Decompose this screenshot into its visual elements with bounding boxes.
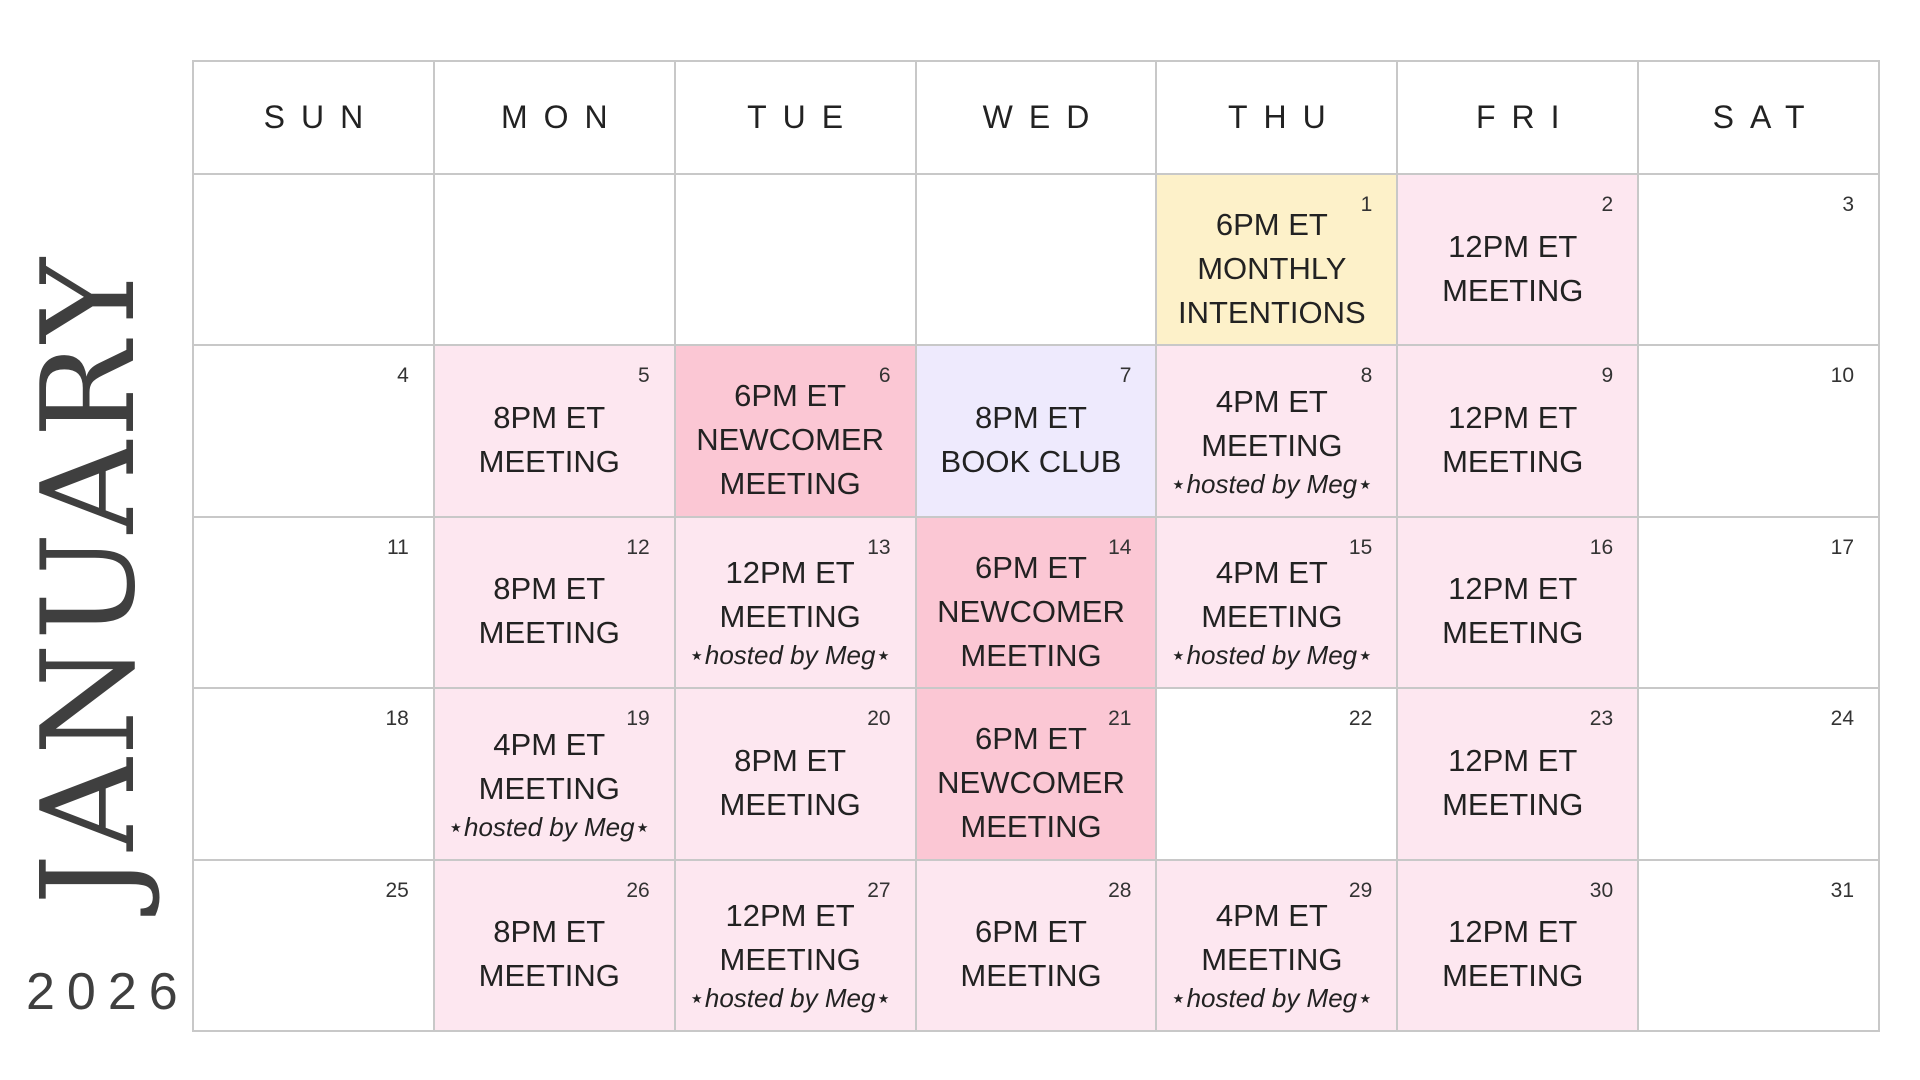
day-cell[interactable] bbox=[917, 689, 1158, 860]
day-number: 24 bbox=[1830, 707, 1854, 731]
year-label: 2026 bbox=[26, 963, 190, 1021]
event-time: 12PM ET bbox=[1448, 742, 1578, 778]
day-number: 27 bbox=[867, 878, 891, 902]
event[interactable] bbox=[1398, 203, 1627, 334]
event-title: MEETING bbox=[1442, 272, 1584, 308]
day-number: 12 bbox=[626, 535, 650, 559]
weekday-header: TUE bbox=[676, 62, 917, 175]
event[interactable] bbox=[1398, 374, 1627, 505]
day-number: 17 bbox=[1830, 535, 1854, 559]
event-title: MEETING bbox=[478, 615, 620, 651]
day-number: 31 bbox=[1830, 878, 1854, 902]
event-time: 4PM ET bbox=[1215, 384, 1328, 420]
event-time: 6PM ET bbox=[975, 720, 1087, 756]
day-cell[interactable] bbox=[1398, 175, 1639, 346]
month-label: JANUARY bbox=[15, 254, 164, 906]
event-title: MEETING bbox=[719, 466, 861, 502]
event[interactable] bbox=[1157, 546, 1386, 677]
event[interactable] bbox=[917, 717, 1146, 848]
day-cell[interactable] bbox=[435, 861, 676, 1032]
day-cell[interactable] bbox=[1157, 175, 1398, 346]
event-time: 8PM ET bbox=[493, 571, 606, 607]
event[interactable] bbox=[1398, 546, 1627, 677]
day-cell[interactable] bbox=[1639, 861, 1880, 1032]
event[interactable] bbox=[917, 374, 1146, 505]
event-title: MEETING bbox=[1442, 786, 1584, 822]
day-number: 21 bbox=[1108, 707, 1132, 731]
day-number: 3 bbox=[1842, 193, 1854, 216]
event-title: MEETING bbox=[478, 958, 620, 994]
day-cell[interactable] bbox=[1157, 346, 1398, 517]
event-title: MEETING bbox=[719, 786, 861, 822]
event-title: INTENTIONS bbox=[1177, 294, 1366, 330]
day-cell[interactable] bbox=[1398, 518, 1639, 689]
day-number: 16 bbox=[1589, 535, 1614, 559]
day-cell[interactable] bbox=[435, 346, 676, 517]
day-number: 26 bbox=[626, 878, 650, 902]
event-title: NEWCOMER bbox=[696, 422, 884, 458]
event[interactable] bbox=[676, 717, 905, 848]
day-cell[interactable] bbox=[917, 861, 1158, 1032]
day-cell[interactable] bbox=[676, 689, 917, 860]
event-title: MEETING bbox=[1201, 428, 1343, 464]
event-time: 6PM ET bbox=[1215, 206, 1328, 242]
day-number: 28 bbox=[1108, 878, 1132, 902]
event[interactable] bbox=[917, 889, 1146, 1020]
day-number: 7 bbox=[1119, 364, 1132, 388]
day-number: 13 bbox=[867, 535, 891, 559]
event-title: MONTHLY bbox=[1197, 250, 1347, 286]
day-cell[interactable] bbox=[676, 861, 917, 1032]
day-number: 29 bbox=[1348, 878, 1373, 902]
day-cell[interactable] bbox=[676, 518, 917, 689]
day-cell[interactable] bbox=[676, 346, 917, 517]
day-cell[interactable] bbox=[1157, 518, 1398, 689]
event-time: 12PM ET bbox=[1448, 914, 1578, 950]
event[interactable] bbox=[917, 546, 1146, 677]
event-title: NEWCOMER bbox=[937, 764, 1125, 800]
day-number: 19 bbox=[626, 707, 650, 731]
calendar-grid bbox=[192, 60, 1880, 1032]
event[interactable] bbox=[435, 374, 664, 505]
event-time: 6PM ET bbox=[975, 914, 1087, 950]
weekday-header: THU bbox=[1157, 62, 1398, 175]
event-host-note: ⋆hosted by Meg⋆ bbox=[688, 640, 892, 671]
month-title bbox=[15, 240, 164, 920]
event[interactable] bbox=[1157, 374, 1386, 505]
event-title: MEETING bbox=[719, 942, 861, 978]
event-time: 8PM ET bbox=[493, 400, 606, 436]
day-number: 4 bbox=[397, 364, 409, 388]
day-cell[interactable] bbox=[1639, 518, 1880, 689]
day-number: 30 bbox=[1589, 878, 1614, 902]
day-cell[interactable] bbox=[1157, 861, 1398, 1032]
day-cell[interactable] bbox=[194, 861, 435, 1032]
event-time: 4PM ET bbox=[493, 726, 606, 762]
event-host-note: ⋆hosted by Meg⋆ bbox=[447, 811, 651, 842]
day-number: 20 bbox=[867, 707, 891, 731]
day-number: 9 bbox=[1601, 364, 1614, 388]
day-number: 22 bbox=[1348, 707, 1373, 731]
day-number: 25 bbox=[385, 878, 409, 902]
weekday-header: SUN bbox=[194, 62, 435, 175]
day-cell[interactable] bbox=[1398, 346, 1639, 517]
event-host-note: ⋆hosted by Meg⋆ bbox=[1170, 469, 1374, 500]
day-cell[interactable] bbox=[1639, 175, 1880, 346]
event-time: 8PM ET bbox=[975, 400, 1087, 436]
event-time: 12PM ET bbox=[1448, 228, 1578, 264]
day-number: 23 bbox=[1589, 707, 1614, 731]
day-cell[interactable] bbox=[1639, 346, 1880, 517]
day-cell[interactable] bbox=[194, 346, 435, 517]
event[interactable] bbox=[676, 546, 905, 677]
event-time: 12PM ET bbox=[725, 898, 855, 934]
event-title: MEETING bbox=[478, 444, 620, 480]
day-cell[interactable] bbox=[917, 518, 1158, 689]
weekday-header: WED bbox=[917, 62, 1158, 175]
weekday-header: FRI bbox=[1398, 62, 1639, 175]
day-number: 10 bbox=[1830, 364, 1854, 388]
event-time: 6PM ET bbox=[975, 549, 1087, 585]
day-cell[interactable] bbox=[435, 689, 676, 860]
day-cell[interactable] bbox=[1398, 689, 1639, 860]
day-number: 18 bbox=[385, 707, 409, 731]
weekday-header: SAT bbox=[1639, 62, 1880, 175]
event-title: MEETING bbox=[1201, 599, 1343, 635]
event-title: BOOK CLUB bbox=[940, 444, 1122, 480]
event[interactable] bbox=[435, 546, 664, 677]
day-number: 11 bbox=[387, 535, 409, 559]
event-time: 6PM ET bbox=[734, 378, 847, 414]
event-title: MEETING bbox=[1442, 444, 1584, 480]
day-number: 14 bbox=[1108, 535, 1132, 559]
empty-day-cell bbox=[917, 175, 1158, 346]
day-cell[interactable] bbox=[1157, 689, 1398, 860]
event[interactable] bbox=[435, 889, 664, 1020]
event-host-note: ⋆hosted by Meg⋆ bbox=[688, 983, 892, 1014]
day-number: 8 bbox=[1360, 364, 1373, 388]
event-time: 4PM ET bbox=[1215, 898, 1328, 934]
day-number: 2 bbox=[1601, 193, 1614, 216]
day-number: 15 bbox=[1348, 535, 1373, 559]
day-number: 1 bbox=[1360, 193, 1373, 216]
event[interactable] bbox=[1157, 203, 1386, 334]
event-title: MEETING bbox=[1201, 942, 1343, 978]
event-time: 4PM ET bbox=[1215, 555, 1328, 591]
day-cell[interactable] bbox=[917, 346, 1158, 517]
weekday-header: MON bbox=[435, 62, 676, 175]
event-title: MEETING bbox=[1442, 958, 1584, 994]
event[interactable] bbox=[435, 717, 664, 848]
event[interactable] bbox=[1157, 889, 1386, 1020]
event-time: 12PM ET bbox=[1448, 400, 1578, 436]
day-cell[interactable] bbox=[435, 518, 676, 689]
event[interactable] bbox=[1398, 889, 1627, 1020]
empty-day-cell bbox=[435, 175, 676, 346]
event-title: MEETING bbox=[960, 808, 1102, 844]
event-host-note: ⋆hosted by Meg⋆ bbox=[1170, 983, 1374, 1014]
event-title: MEETING bbox=[960, 958, 1102, 994]
event-time: 12PM ET bbox=[1448, 571, 1578, 607]
day-number: 6 bbox=[878, 364, 891, 388]
empty-day-cell bbox=[676, 175, 917, 346]
event-title: MEETING bbox=[719, 599, 861, 635]
day-cell[interactable] bbox=[1639, 689, 1880, 860]
event-time: 12PM ET bbox=[725, 555, 855, 591]
event-host-note: ⋆hosted by Meg⋆ bbox=[1170, 640, 1374, 671]
event[interactable] bbox=[1398, 717, 1627, 848]
day-number: 5 bbox=[638, 364, 650, 388]
day-cell[interactable] bbox=[194, 689, 435, 860]
event-title: MEETING bbox=[478, 770, 620, 806]
event-title: NEWCOMER bbox=[937, 593, 1125, 629]
event-title: MEETING bbox=[1442, 615, 1584, 651]
event-time: 8PM ET bbox=[734, 742, 847, 778]
event-title: MEETING bbox=[960, 637, 1102, 673]
event[interactable] bbox=[676, 889, 905, 1020]
empty-day-cell bbox=[194, 175, 435, 346]
event[interactable] bbox=[676, 374, 905, 505]
day-cell[interactable] bbox=[194, 518, 435, 689]
event-time: 8PM ET bbox=[493, 914, 606, 950]
day-cell[interactable] bbox=[1398, 861, 1639, 1032]
